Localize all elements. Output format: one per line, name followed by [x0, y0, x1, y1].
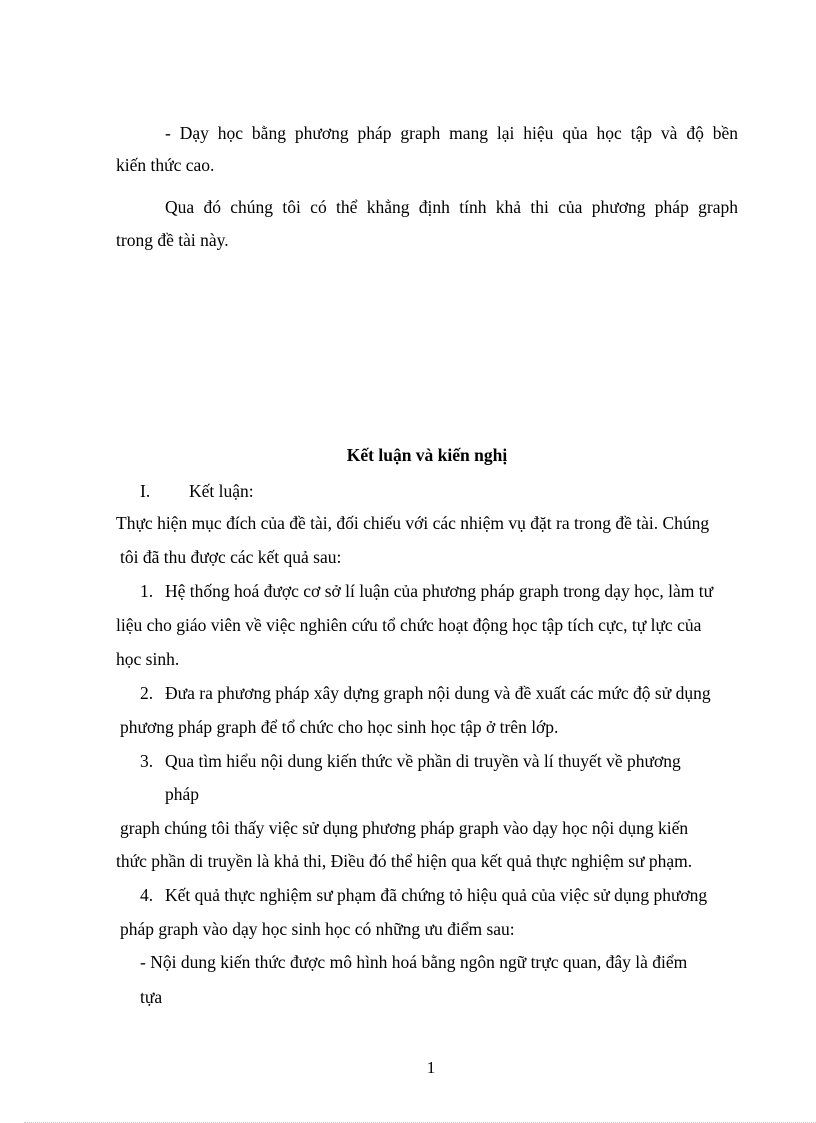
- list-item-number: 2.: [140, 683, 154, 703]
- list-item-number: 1.: [140, 581, 154, 601]
- list-item-line: Hệ thống hoá được cơ sở lí luận của phương pháp graph trong dạy học, làm tư: [165, 581, 714, 601]
- list-item-number: 3.: [140, 751, 154, 771]
- subsection-numeral: I.: [140, 481, 151, 501]
- paragraph-line: trong đề tài này.: [116, 230, 229, 250]
- list-item-line: thức phần di truyền là khả thi, Điều đó thể hiện qua kết quả thực nghiệm sư phạm.: [116, 851, 693, 871]
- section-title: Kết luận và kiến nghị: [346, 445, 508, 465]
- list-item-line: Qua tìm hiểu nội dung kiến thức về phần di truyền và lí thuyết về phương: [165, 751, 681, 771]
- list-item-number: 4.: [140, 885, 154, 905]
- list-item-line: graph chúng tôi thấy việc sử dụng phương pháp graph vào dạy học nội dụng kiến: [120, 818, 689, 838]
- list-item-line: pháp: [165, 784, 200, 804]
- list-item-line: pháp graph vào dạy học sinh học có những ưu điểm sau:: [120, 919, 515, 939]
- list-item-line: phương pháp graph để tổ chức cho học sinh học tập ở trên lớp.: [120, 717, 559, 737]
- subsection-title: Kết luận:: [189, 481, 254, 501]
- paragraph-line: - Dạy học bằng phương pháp graph mang lại hiệu qủa học tập và độ bền: [165, 123, 738, 143]
- page-number: 1: [426, 1058, 436, 1077]
- intro-line: Thực hiện mục đích của đề tài, đối chiếu với các nhiệm vụ đặt ra trong đề tài. Chúng: [116, 513, 710, 533]
- bullet-line: - Nội dung kiến thức được mô hình hoá bằng ngôn ngữ trực quan, đây là điểm: [140, 952, 688, 972]
- list-item-line: học sinh.: [116, 649, 180, 669]
- list-item-line: Đưa ra phương pháp xây dựng graph nội dung và đề xuất các mức độ sử dụng: [165, 683, 711, 703]
- bullet-line: tựa: [140, 987, 163, 1007]
- paragraph-line: kiến thức cao.: [116, 155, 215, 175]
- intro-line: tôi đã thu được các kết quả sau:: [120, 547, 342, 567]
- list-item-line: liệu cho giáo viên về việc nghiên cứu tổ chức hoạt động học tập tích cực, tự lực của: [116, 615, 702, 635]
- paragraph-line: Qua đó chúng tôi có thể khẳng định tính khả thi của phương pháp graph: [165, 197, 738, 217]
- list-item-line: Kết quả thực nghiệm sư phạm đã chứng tỏ hiệu quả của việc sử dụng phương: [165, 885, 708, 905]
